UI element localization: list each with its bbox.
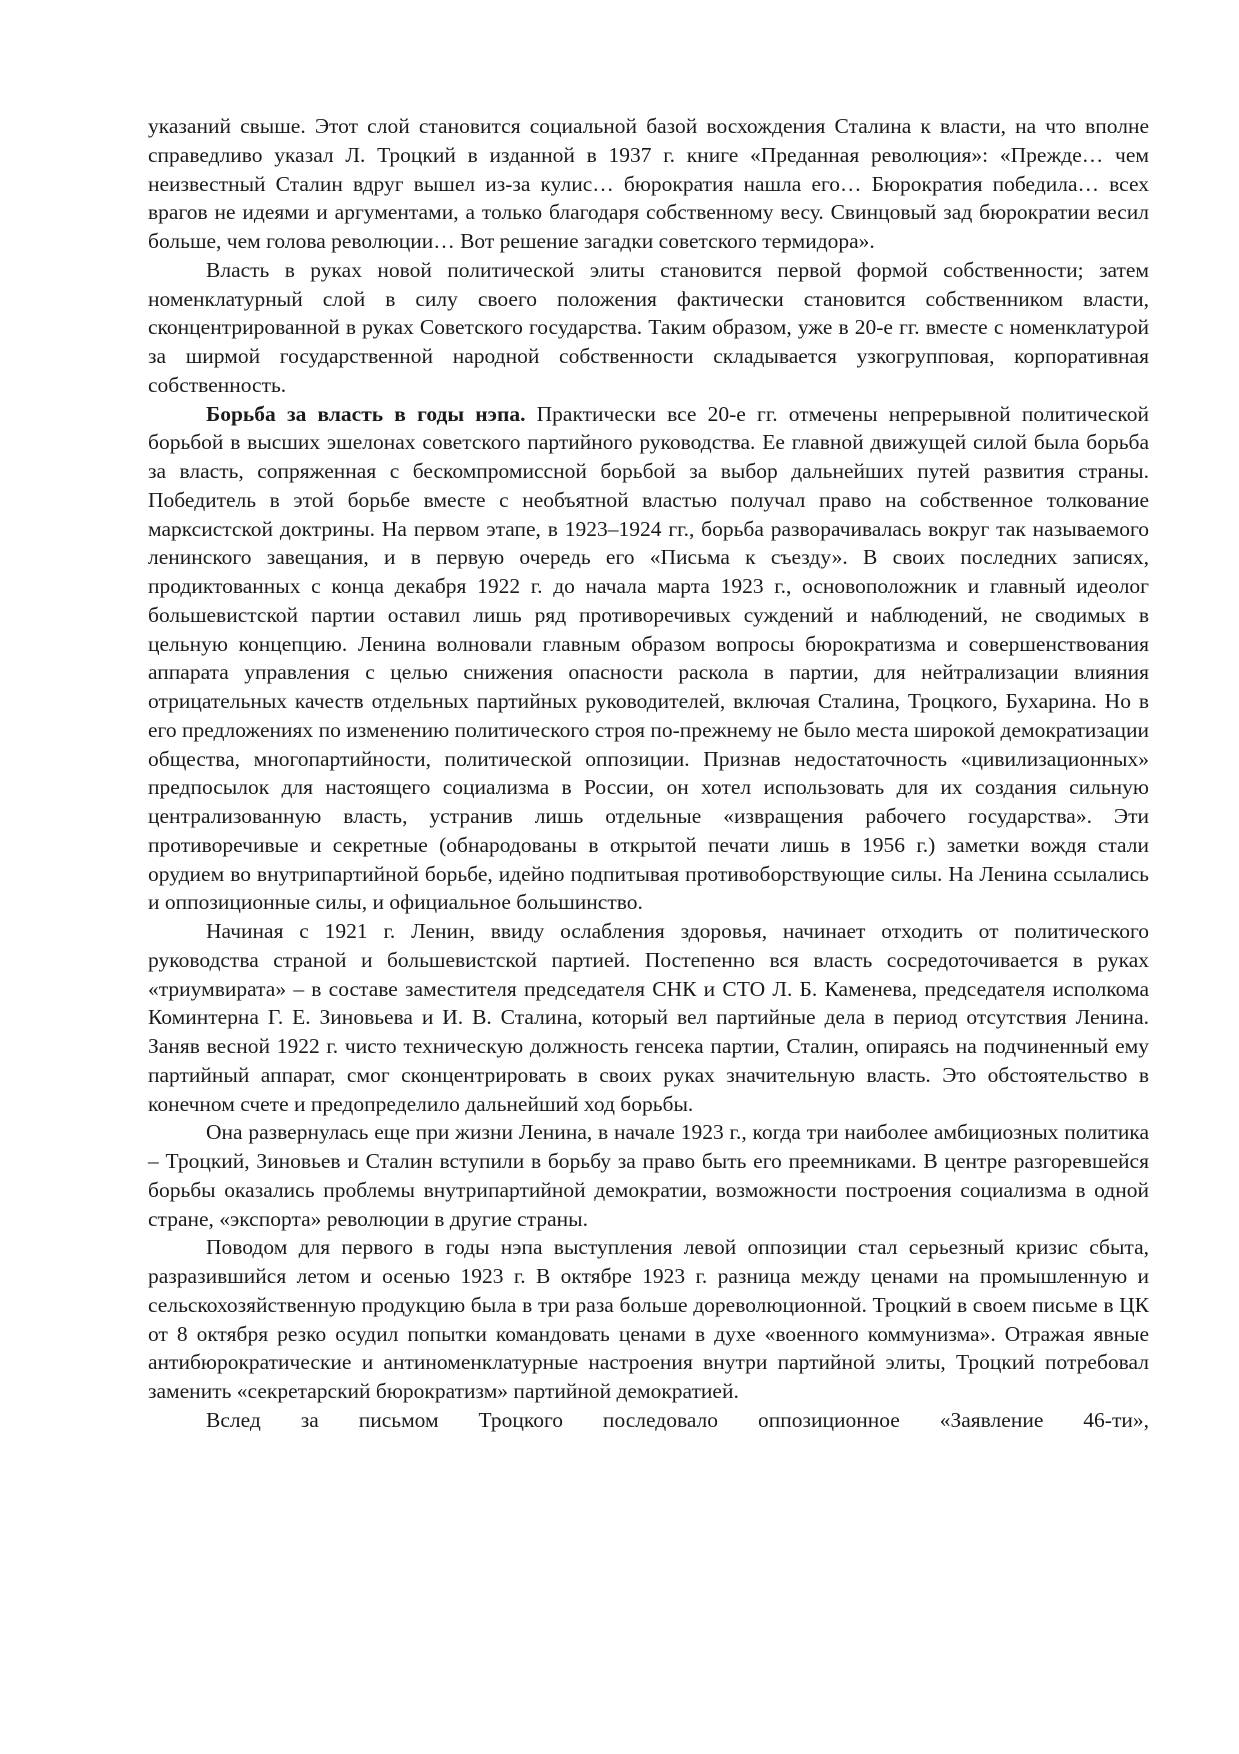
paragraph xyxy=(148,1233,1149,1406)
paragraph-text: Поводом для первого в годы нэпа выступления левой оппозиции стал серьезный кризис сбыта, разразившийся летом и осенью 1923 г. В октябре 1923 г. разница между ценами на промышленную и сельскохозяйственную продукцию была в три раза больше дореволюционной. Троцкий в своем письме в ЦК от 8 октября резко осудил попытки командовать ценами в духе «военного коммунизма». Отражая явные антибюрократические и антиноменклатурные настроения внутри партийной элиты, Троцкий потребовал заменить «секретарский бюрократизм» партийной демократией. xyxy=(148,1235,1149,1403)
paragraph xyxy=(148,400,1149,918)
paragraph xyxy=(148,917,1149,1118)
paragraph-text: Вслед за письмом Троцкого последовало оппозиционное «Заявление 46-ти», xyxy=(206,1407,1149,1432)
paragraph-text: Практически все 20-е гг. отмечены непрерывной политической борьбой в высших эшелонах советского партийного руководства. Ее главной движущей силой была борьба за власть, сопряженная с бескомпромиссной борьбой за выбор дальнейших путей развития страны. Победитель в этой борьбе вместе с необъятной властью получал право на собственное толкование марксистской доктрины. На первом этапе, в 1923–1924 гг., борьба разворачивалась вокруг так называемого ленинского завещания, и в первую очередь его «Письма к съезду». В своих последних записях, продиктованных с конца декабря 1922 г. до начала марта 1923 г., основоположник и главный идеолог большевистской партии оставил лишь ряд противоречивых суждений и наблюдений, не сводимых в цельную концепцию. Ленина волновали главным образом вопросы бюрократизма и совершенствования аппарата управления с целью снижения опасности раскола в партии, для нейтрализации влияния отрицательных качеств отдельных партийных руководителей, включая Сталина, Троцкого, Бухарина. Но в его предложениях по изменению политического строя по-прежнему не было места широкой демократизации общества, многопартийности, политической оппозиции. Признав недостаточность «цивилизационных» предпосылок для настоящего социализма в России, он хотел использовать для их создания сильную централизованную власть, устранив лишь отдельные «извращения рабочего государства». Эти противоречивые и секретные (обнародованы в открытой печати лишь в 1956 г.) заметки вождя стали орудием во внутрипартийной борьбе, идейно подпитывая противоборствующие силы. На Ленина ссылались и оппозиционные силы, и официальное большинство. xyxy=(148,401,1150,915)
document-page xyxy=(148,112,1149,1435)
paragraph xyxy=(148,1118,1149,1233)
paragraph xyxy=(148,1406,1149,1435)
section-heading: Борьба за власть в годы нэпа. xyxy=(206,401,526,426)
paragraph-text: Она развернулась еще при жизни Ленина, в начале 1923 г., когда три наиболее амбициозных политика – Троцкий, Зиновьев и Сталин вступили в борьбу за право быть его преемниками. В центре разгоревшейся борьбы оказались проблемы внутрипартийной демократии, возможности построения социализма в одной стране, «экспорта» революции в другие страны. xyxy=(148,1120,1149,1231)
paragraph-text: Начиная с 1921 г. Ленин, ввиду ослабления здоровья, начинает отходить от политического руководства страной и большевистской партией. Постепенно вся власть сосредоточивается в руках «триумвирата» – в составе заместителя председателя СНК и СТО Л. Б. Каменева, председателя исполкома Коминтерна Г. Е. Зиновьева и И. В. Сталина, который вел партийные дела в период отсутствия Ленина. Заняв весной 1922 г. чисто техническую должность генсека партии, Сталин, опираясь на подчиненный ему партийный аппарат, смог сконцентрировать в своих руках значительную власть. Это обстоятельство в конечном счете и предопределило дальнейший ход борьбы. xyxy=(148,919,1149,1116)
paragraph-text: Власть в руках новой политической элиты становится первой формой собственности; затем номенклатурный слой в силу своего положения фактически становится собственником власти, сконцентрированной в руках Советского государства. Таким образом, уже в 20-е гг. вместе с номенклатурой за ширмой государственной народной собственности складывается узкогрупповая, корпоративная собственность. xyxy=(148,257,1149,397)
paragraph xyxy=(148,256,1149,400)
paragraph xyxy=(148,112,1149,256)
paragraph-text: указаний свыше. Этот слой становится социальной базой восхождения Сталина к власти, на что вполне справедливо указал Л. Троцкий в изданной в 1937 г. книге «Преданная революция»: «Прежде… чем неизвестный Сталин вдруг вышел из-за кулис… бюрократия нашла его… Бюрократия победила… всех врагов не идеями и аргументами, а только благодаря собственному весу. Свинцовый зад бюрократии весил больше, чем голова революции… Вот решение загадки советского термидора». xyxy=(148,114,1149,253)
